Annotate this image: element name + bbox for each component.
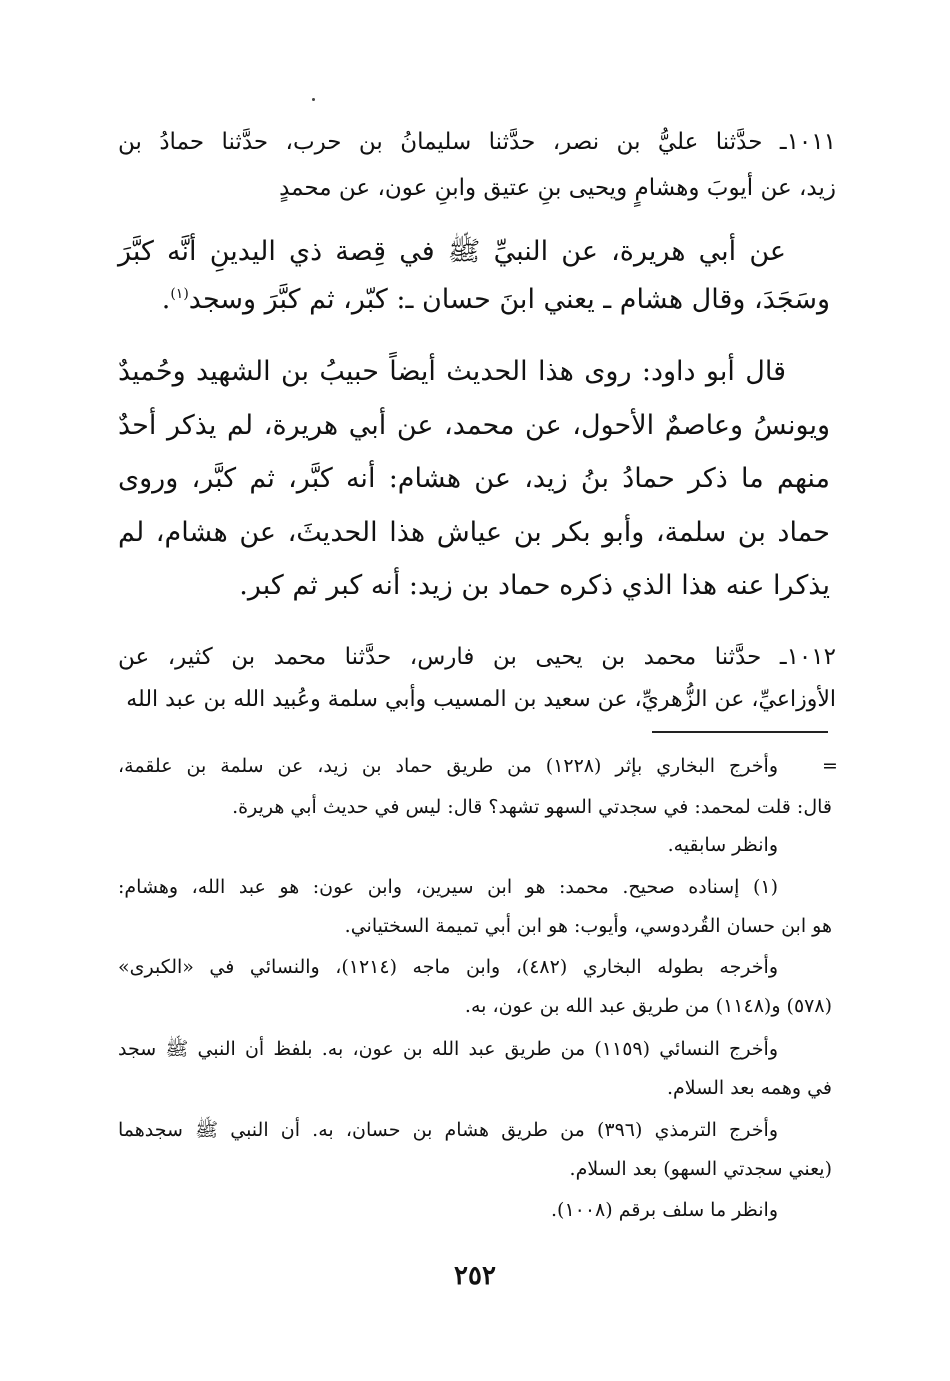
footnote-separator [652, 731, 828, 733]
hadith-1012-line-2: الأوزاعيِّ، عن الزُّهريِّ، عن سعيد بن المسيب وأبي سلمة وعُبيد الله بن عبد الله [126, 687, 836, 712]
matn-1011-line-2-text: وسَجَدَ، وقال هشام ـ يعني ابنَ حسان ـ: كبّر، ثم كبَّرَ وسجد [188, 284, 830, 315]
speck-mark [312, 98, 315, 101]
continuation-marker: = [822, 755, 838, 777]
comment-line-4: حماد بن سلمة، وأبو بكر بن عياش هذا الحديثَ، عن هشام، لم [118, 517, 830, 548]
footnote-4-line-2: في وهمه بعد السلام. [667, 1077, 832, 1099]
comment-line-2: ويونسُ وعاصمٌ الأحول، عن محمد، عن أبي هريرة، لم يذكر أحدٌ [118, 410, 830, 441]
footnote-2-line-2: هو ابن حسان القُردوسي، وأيوب: هو ابن أبي تميمة السختياني. [344, 915, 832, 937]
comment-line-3: منهم ما ذكر حمادُ بنُ زيد، عن هشام: أنه كبَّر، ثم كبَّر، وروى [118, 463, 830, 494]
comment-line-5: يذكرا عنه هذا الذي ذكره حماد بن زيد: أنه كبر ثم كبر. [239, 570, 830, 601]
footnote-2-line-1: (١) إسناده صحيح. محمد: هو ابن سيرين، وابن عون: هو عبد الله، وهشام: [118, 876, 778, 898]
matn-1011-line-2 [118, 286, 830, 313]
footnote-6-line-1: وانظر ما سلف برقم (١٠٠٨). [550, 1199, 778, 1221]
hadith-1012-line-1: ١٠١٢ـ حدَّثنا محمد بن يحيى بن فارس، حدَّثنا محمد بن كثير، عن [118, 644, 836, 670]
footnote-4-line-1: وأخرج النسائي (١١٥٩) من طريق عبد الله بن عون، به. بلفظ أن النبي ﷺ سجد [118, 1038, 778, 1060]
comment-line-1: قال أبو داود: روى هذا الحديث أيضاً حبيبُ بن الشهيد وحُميدٌ [118, 356, 786, 387]
matn-1011-line-1: عن أبي هريرة، عن النبيِّ ﷺ في قِصة ذي اليدينِ أنَّه كبَّرَ [118, 236, 786, 267]
hadith-1011-line-1: ١٠١١ـ حدَّثنا عليُّ بن نصر، حدَّثنا سليمانُ بن حرب، حدَّثنا حمادُ بن [118, 129, 836, 155]
page-number: ٢٥٢ [454, 1261, 496, 1291]
hadith-1011-line-2: زيد، عن أيوبَ وهشامٍ ويحيى بنِ عتيق وابنِ عون، عن محمدٍ [279, 175, 836, 201]
footnote-3-line-2: (٥٧٨) و(١١٤٨) من طريق عبد الله بن عون، به. [464, 995, 832, 1017]
footnote-marker: (١) [170, 286, 189, 302]
footnote-5-line-1: وأخرج الترمذي (٣٩٦) من طريق هشام بن حسان، به. أن النبي ﷺ سجدهما [118, 1119, 778, 1141]
footnote-3-line-1: وأخرجه بطوله البخاري (٤٨٢)، وابن ماجه (١٢١٤)، والنسائي في «الكبرى» [118, 956, 778, 978]
footnote-1-line-3: وانظر سابقيه. [667, 834, 778, 856]
matn-1011-line-2-end: . [161, 284, 171, 315]
footnote-5-line-2: (يعني سجدتي السهو) بعد السلام. [569, 1158, 832, 1180]
footnote-1-line-1: وأخرج البخاري بإثر (١٢٢٨) من طريق حماد بن زيد، عن سلمة بن علقمة، [118, 755, 778, 777]
footnote-1-line-2: قال: قلت لمحمد: في سجدتي السهو تشهد؟ قال: ليس في حديث أبي هريرة. [232, 796, 832, 818]
